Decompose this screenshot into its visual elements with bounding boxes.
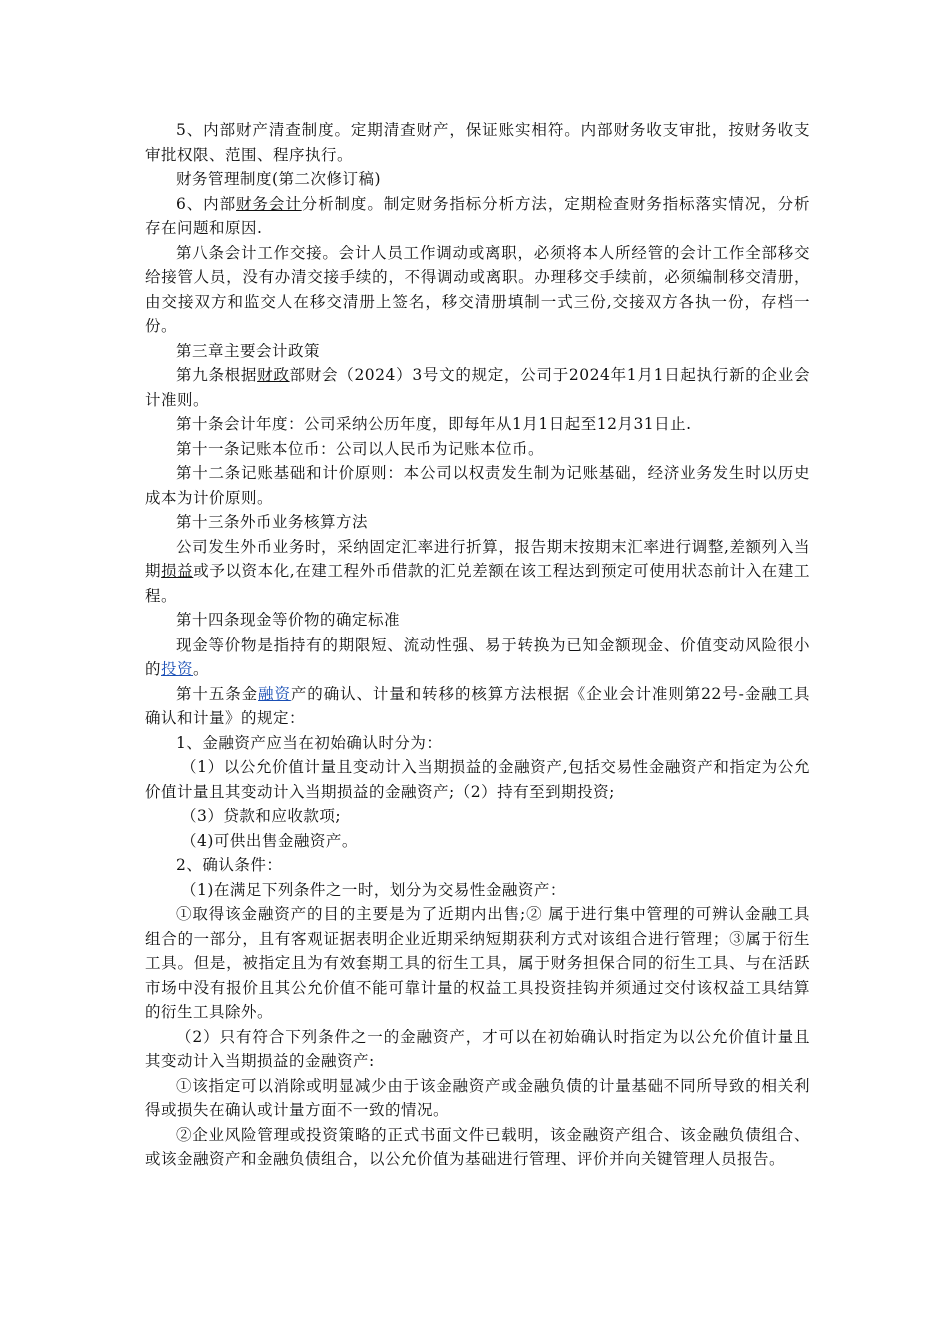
paragraph-condition-2-item-2: ②企业风险管理或投资策略的正式书面文件已载明，该金融资产组合、该金融负债组合、或该金融资产和金融负债组合，以公允价值为基础进行管理、评价并向关键管理人员报告。 — [145, 1125, 810, 1168]
paragraph-recognition-conditions: 2、确认条件： — [176, 856, 283, 874]
paragraph-condition-2-item-1: ①该指定可以消除或明显减少由于该金融资产或金融负债的计量基础不同所导致的相关利得或损失在确认或计量方面不一致的情况。 — [145, 1076, 810, 1119]
paragraph-article-11: 第十一条记账本位币：公司以人民币为记账本位币。 — [176, 439, 545, 458]
paragraph-condition-1-details: ①取得该金融资产的目的主要是为了近期内出售;② 属于进行集中管理的可辨认金融工具组合的一部分，且有客观证据表明企业近期采纳短期获利方式对该组合进行管理；③属于衍生工具。但是，被指定且为有效套期工具的衍生工具，属于财务担保合同的衍生工具、与在活跃市场中没有报价且其公允价值不能可靠计量的权益工具投资挂钩并须通过交付该权益工具结算的衍生工具除外。 — [145, 905, 810, 1021]
paragraph-article-13-heading: 第十三条外币业务核算方法 — [176, 513, 369, 531]
paragraph-condition-2: （2）只有符合下列条件之一的金融资产，才可以在初始确认时指定为以公允价值计量且其变动计入当期损益的金融资产: — [145, 1027, 810, 1070]
paragraph-class-4: （4)可供出售金融资产。 — [181, 831, 358, 850]
paragraph-article-14-heading: 第十四条现金等价物的确定标准 — [176, 611, 401, 629]
paragraph-condition-1: （1)在满足下列条件之一时，划分为交易性金融资产： — [181, 880, 566, 899]
link-profit-loss[interactable]: 损益 — [161, 562, 194, 580]
paragraph-revision-title: 财务管理制度(第二次修订稿) — [176, 170, 382, 188]
paragraph-financial-analysis: 6、内部财务会计分析制度。制定财务指标分析方法，定期检查财务指标落实情况，分析存在问题和原因. — [145, 194, 810, 237]
paragraph-article-10: 第十条会计年度：公司采纳公历年度，即每年从1月1日起至12月31日止. — [176, 415, 692, 433]
paragraph-article-15: 第十五条金融资产的确认、计量和转移的核算方法根据《企业会计准则第22号-金融工具确认和计量》的规定： — [145, 684, 810, 727]
paragraph-classification: 1、金融资产应当在初始确认时分为： — [176, 733, 443, 752]
paragraph-class-1-2: （1）以公允价值计量且变动计入当期损益的金融资产,包括交易性金融资产和指定为公允价值计量且其变动计入当期损益的金融资产;（2）持有至到期投资; — [145, 758, 810, 801]
link-finance[interactable]: 财政 — [257, 366, 290, 384]
paragraph-cash-equivalents: 现金等价物是指持有的期限短、流动性强、易于转换为已知金额现金、价值变动风险很小的投资。 — [145, 635, 810, 678]
paragraph-foreign-currency: 公司发生外币业务时，采纳固定汇率进行折算，报告期末按期末汇率进行调整,差额列入当期损益或予以资本化,在建工程外币借款的汇兑差额在该工程达到预定可使用状态前计入在建工程。 — [145, 537, 810, 605]
paragraph-class-3: （3）贷款和应收款项; — [181, 807, 342, 825]
document-body — [145, 118, 810, 1172]
link-financial-accounting[interactable]: 财务会计 — [236, 194, 302, 213]
chapter-3-heading: 第三章主要会计政策 — [176, 341, 321, 360]
link-investment[interactable]: 投资 — [161, 660, 194, 678]
link-financing[interactable]: 融资 — [258, 684, 291, 703]
paragraph-article-12: 第十二条记账基础和计价原则：本公司以权责发生制为记账基础，经济业务发生时以历史成本为计价原则。 — [145, 464, 810, 507]
paragraph-internal-property-check: 5、内部财产清查制度。定期清查财产，保证账实相符。内部财务收支审批，按财务收支审批权限、范围、程序执行。 — [145, 121, 810, 164]
paragraph-article-8: 第八条会计工作交接。会计人员工作调动或离职，必须将本人所经管的会计工作全部移交给接管人员，没有办清交接手续的，不得调动或离职。办理移交手续前，必须编制移交清册，由交接双方和监交人在移交清册上签名，移交清册填制一式三份,交接双方各执一份，存档一份。 — [145, 243, 810, 335]
paragraph-article-9: 第九条根据财政部财会（2024）3号文的规定，公司于2024年1月1日起执行新的企业会计准则。 — [145, 366, 810, 409]
